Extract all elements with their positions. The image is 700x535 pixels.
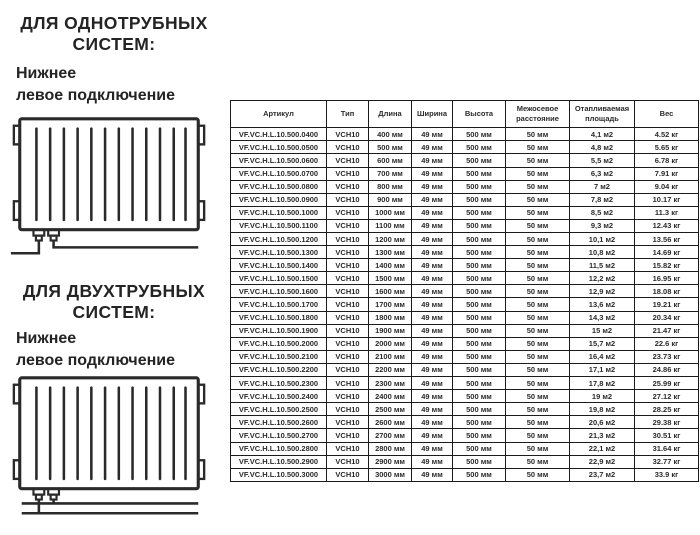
table-cell: 22,1 м2 — [570, 442, 635, 455]
table-cell: 23.73 кг — [635, 350, 699, 363]
table-cell: 500 мм — [453, 285, 506, 298]
table-cell: 1300 мм — [369, 246, 412, 259]
table-cell: 49 мм — [412, 390, 453, 403]
table-cell: 10,1 м2 — [570, 233, 635, 246]
table-cell: VCH10 — [327, 246, 369, 259]
table-cell: VF.VC.H.L.10.500.0600 — [231, 154, 327, 167]
table-cell: 500 мм — [453, 377, 506, 390]
table-cell: 22,9 м2 — [570, 455, 635, 468]
table-cell: 19.21 кг — [635, 298, 699, 311]
table-cell: 2100 мм — [369, 350, 412, 363]
table-cell: VCH10 — [327, 363, 369, 376]
table-row — [231, 259, 699, 272]
table-cell: 50 мм — [506, 390, 570, 403]
table-cell: 18.08 кг — [635, 285, 699, 298]
table-cell: 23,7 м2 — [570, 468, 635, 481]
table-row — [231, 193, 699, 206]
table-cell: 500 мм — [453, 298, 506, 311]
table-cell: 2400 мм — [369, 390, 412, 403]
subtitle-line1: Нижнее — [16, 330, 77, 347]
subtitle-line2: левое подключение — [16, 351, 175, 369]
table-cell: VF.VC.H.L.10.500.1000 — [231, 206, 327, 219]
table-cell: 11.3 кг — [635, 206, 699, 219]
table-cell: 49 мм — [412, 416, 453, 429]
table-cell: VCH10 — [327, 468, 369, 481]
table-cell: VCH10 — [327, 154, 369, 167]
table-cell: 49 мм — [412, 403, 453, 416]
table-cell: 30.51 кг — [635, 429, 699, 442]
table-cell: VCH10 — [327, 442, 369, 455]
table-cell: 14,3 м2 — [570, 311, 635, 324]
table-cell: 50 мм — [506, 350, 570, 363]
table-cell: 500 мм — [453, 141, 506, 154]
table-cell: 49 мм — [412, 206, 453, 219]
table-cell: 500 мм — [453, 455, 506, 468]
table-cell: 9.04 кг — [635, 180, 699, 193]
table-cell: VCH10 — [327, 219, 369, 232]
table-cell: 500 мм — [453, 246, 506, 259]
table-cell: 25.99 кг — [635, 377, 699, 390]
table-cell: 50 мм — [506, 180, 570, 193]
table-cell: 49 мм — [412, 180, 453, 193]
table-cell: 500 мм — [453, 403, 506, 416]
table-cell: 5.65 кг — [635, 141, 699, 154]
table-cell: 500 мм — [453, 272, 506, 285]
table-cell: 50 мм — [506, 272, 570, 285]
table-row — [231, 246, 699, 259]
table-cell: VCH10 — [327, 206, 369, 219]
table-cell: 50 мм — [506, 363, 570, 376]
table-row — [231, 324, 699, 337]
table-cell: 1200 мм — [369, 233, 412, 246]
table-row — [231, 180, 699, 193]
section-title-line2: СИСТЕМ: — [72, 302, 156, 323]
table-cell: VCH10 — [327, 311, 369, 324]
table-cell: 4,8 м2 — [570, 141, 635, 154]
section-title-line1: ДЛЯ ОДНОТРУБНЫХ — [20, 13, 208, 33]
subtitle-line1: Нижнее — [16, 65, 77, 82]
table-cell: 500 мм — [453, 416, 506, 429]
table-cell: 50 мм — [506, 442, 570, 455]
table-cell: 31.64 кг — [635, 442, 699, 455]
table-cell: VF.VC.H.L.10.500.2000 — [231, 337, 327, 350]
table-cell: 500 мм — [453, 390, 506, 403]
table-cell: VF.VC.H.L.10.500.1300 — [231, 246, 327, 259]
table-cell: 16.95 кг — [635, 272, 699, 285]
table-cell: 29.38 кг — [635, 416, 699, 429]
table-cell: 8,5 м2 — [570, 206, 635, 219]
table-cell: 500 мм — [453, 259, 506, 272]
table-cell: VCH10 — [327, 193, 369, 206]
table-cell: 50 мм — [506, 219, 570, 232]
table-cell: 500 мм — [453, 233, 506, 246]
table-cell: 49 мм — [412, 468, 453, 481]
table-cell: 49 мм — [412, 154, 453, 167]
section-title-line1: ДЛЯ ДВУХТРУБНЫХ — [22, 281, 206, 301]
table-cell: 1400 мм — [369, 259, 412, 272]
table-cell: 500 мм — [453, 311, 506, 324]
table-cell: 1500 мм — [369, 272, 412, 285]
table-cell: 12.43 кг — [635, 219, 699, 232]
table-row — [231, 272, 699, 285]
table-cell: 49 мм — [412, 259, 453, 272]
table-row — [231, 167, 699, 180]
spec-table-body — [231, 128, 699, 482]
table-cell: 50 мм — [506, 259, 570, 272]
table-cell: VF.VC.H.L.10.500.1700 — [231, 298, 327, 311]
table-cell: 14.69 кг — [635, 246, 699, 259]
table-cell: 49 мм — [412, 350, 453, 363]
table-row — [231, 390, 699, 403]
table-row — [231, 455, 699, 468]
table-cell: VCH10 — [327, 233, 369, 246]
table-cell: 49 мм — [412, 337, 453, 350]
table-row — [231, 363, 699, 376]
table-cell: 19 м2 — [570, 390, 635, 403]
column-header: Артикул — [231, 101, 327, 128]
table-cell: VCH10 — [327, 298, 369, 311]
table-cell: 5,5 м2 — [570, 154, 635, 167]
table-cell: VF.VC.H.L.10.500.0500 — [231, 141, 327, 154]
table-cell: VF.VC.H.L.10.500.2400 — [231, 390, 327, 403]
table-cell: 10.17 кг — [635, 193, 699, 206]
column-header: Межосевое расстояние — [506, 101, 570, 128]
table-cell: 3000 мм — [369, 468, 412, 481]
table-cell: 50 мм — [506, 233, 570, 246]
connection-subtitle-two-pipe — [16, 328, 226, 371]
table-cell: 49 мм — [412, 285, 453, 298]
table-cell: VF.VC.H.L.10.500.0900 — [231, 193, 327, 206]
table-cell: 16,4 м2 — [570, 350, 635, 363]
table-cell: 50 мм — [506, 337, 570, 350]
table-cell: 49 мм — [412, 219, 453, 232]
table-cell: VF.VC.H.L.10.500.2700 — [231, 429, 327, 442]
table-cell: VCH10 — [327, 416, 369, 429]
table-cell: 1800 мм — [369, 311, 412, 324]
table-cell: VF.VC.H.L.10.500.2200 — [231, 363, 327, 376]
section-title-single-pipe — [0, 13, 228, 56]
table-cell: 2500 мм — [369, 403, 412, 416]
table-cell: VCH10 — [327, 390, 369, 403]
table-row — [231, 377, 699, 390]
table-cell: 500 мм — [369, 141, 412, 154]
table-row — [231, 219, 699, 232]
table-cell: 49 мм — [412, 141, 453, 154]
table-cell: 2900 мм — [369, 455, 412, 468]
table-cell: 49 мм — [412, 233, 453, 246]
table-cell: 49 мм — [412, 363, 453, 376]
table-cell: 17,1 м2 — [570, 363, 635, 376]
table-cell: VCH10 — [327, 455, 369, 468]
table-row — [231, 141, 699, 154]
table-cell: 400 мм — [369, 128, 412, 141]
table-cell: 28.25 кг — [635, 403, 699, 416]
table-cell: 21,3 м2 — [570, 429, 635, 442]
table-cell: 600 мм — [369, 154, 412, 167]
table-row — [231, 403, 699, 416]
table-cell: 4,1 м2 — [570, 128, 635, 141]
table-cell: 27.12 кг — [635, 390, 699, 403]
table-cell: VF.VC.H.L.10.500.0800 — [231, 180, 327, 193]
table-cell: 1900 мм — [369, 324, 412, 337]
table-cell: VCH10 — [327, 403, 369, 416]
column-header: Тип — [327, 101, 369, 128]
table-cell: VF.VC.H.L.10.500.1200 — [231, 233, 327, 246]
table-cell: VCH10 — [327, 259, 369, 272]
table-cell: 49 мм — [412, 455, 453, 468]
table-cell: 49 мм — [412, 311, 453, 324]
table-cell: 21.47 кг — [635, 324, 699, 337]
table-cell: VF.VC.H.L.10.500.2300 — [231, 377, 327, 390]
table-cell: 12,9 м2 — [570, 285, 635, 298]
table-cell: VF.VC.H.L.10.500.1900 — [231, 324, 327, 337]
table-cell: 6.78 кг — [635, 154, 699, 167]
section-title-two-pipe — [0, 281, 228, 324]
table-cell: 50 мм — [506, 298, 570, 311]
table-cell: VF.VC.H.L.10.500.1800 — [231, 311, 327, 324]
table-row — [231, 468, 699, 481]
table-cell: 2200 мм — [369, 363, 412, 376]
table-cell: VF.VC.H.L.10.500.2900 — [231, 455, 327, 468]
table-row — [231, 206, 699, 219]
table-cell: 50 мм — [506, 141, 570, 154]
table-row — [231, 337, 699, 350]
column-header: Отапливаемая площадь — [570, 101, 635, 128]
table-cell: VCH10 — [327, 180, 369, 193]
table-cell: 2300 мм — [369, 377, 412, 390]
table-cell: 1000 мм — [369, 206, 412, 219]
table-cell: 19,8 м2 — [570, 403, 635, 416]
table-row — [231, 350, 699, 363]
table-row — [231, 416, 699, 429]
table-cell: 15 м2 — [570, 324, 635, 337]
table-cell: 50 мм — [506, 285, 570, 298]
table-cell: 500 мм — [453, 193, 506, 206]
table-row — [231, 154, 699, 167]
table-cell: 1100 мм — [369, 219, 412, 232]
radiator-diagram-two-pipe — [6, 371, 212, 520]
table-cell: VF.VC.H.L.10.500.2600 — [231, 416, 327, 429]
section-title-line2: СИСТЕМ: — [72, 34, 156, 55]
table-cell: 50 мм — [506, 193, 570, 206]
table-cell: VCH10 — [327, 141, 369, 154]
table-cell: VF.VC.H.L.10.500.0700 — [231, 167, 327, 180]
table-cell: 500 мм — [453, 324, 506, 337]
table-cell: 9,3 м2 — [570, 219, 635, 232]
radiator-single-pipe-drawing — [6, 112, 212, 261]
radiator-diagram-single-pipe — [6, 112, 212, 261]
table-cell: VCH10 — [327, 350, 369, 363]
table-cell: 10,8 м2 — [570, 246, 635, 259]
table-cell: VF.VC.H.L.10.500.2800 — [231, 442, 327, 455]
table-cell: 49 мм — [412, 167, 453, 180]
table-row — [231, 285, 699, 298]
table-cell: 49 мм — [412, 128, 453, 141]
table-cell: 50 мм — [506, 167, 570, 180]
table-cell: 49 мм — [412, 442, 453, 455]
table-cell: VCH10 — [327, 429, 369, 442]
column-header: Ширина — [412, 101, 453, 128]
table-cell: 33.9 кг — [635, 468, 699, 481]
table-cell: 24.86 кг — [635, 363, 699, 376]
table-cell: 20.34 кг — [635, 311, 699, 324]
table-cell: 50 мм — [506, 154, 570, 167]
table-cell: VF.VC.H.L.10.500.1400 — [231, 259, 327, 272]
table-cell: 50 мм — [506, 311, 570, 324]
table-cell: 500 мм — [453, 167, 506, 180]
table-cell: VF.VC.H.L.10.500.1100 — [231, 219, 327, 232]
table-cell: 2000 мм — [369, 337, 412, 350]
table-cell: 50 мм — [506, 416, 570, 429]
table-row — [231, 442, 699, 455]
table-cell: 22.6 кг — [635, 337, 699, 350]
spec-table — [230, 100, 699, 482]
table-cell: 500 мм — [453, 337, 506, 350]
table-cell: 900 мм — [369, 193, 412, 206]
table-cell: 500 мм — [453, 442, 506, 455]
table-cell: 500 мм — [453, 468, 506, 481]
table-cell: VF.VC.H.L.10.500.2100 — [231, 350, 327, 363]
table-cell: 13,6 м2 — [570, 298, 635, 311]
table-cell: 49 мм — [412, 272, 453, 285]
table-cell: 50 мм — [506, 455, 570, 468]
table-row — [231, 429, 699, 442]
table-cell: 1600 мм — [369, 285, 412, 298]
table-cell: VF.VC.H.L.10.500.1600 — [231, 285, 327, 298]
table-cell: 800 мм — [369, 180, 412, 193]
table-cell: 2600 мм — [369, 416, 412, 429]
table-cell: 49 мм — [412, 377, 453, 390]
table-cell: 500 мм — [453, 206, 506, 219]
table-cell: 50 мм — [506, 246, 570, 259]
table-cell: VCH10 — [327, 377, 369, 390]
table-cell: 49 мм — [412, 429, 453, 442]
table-row — [231, 233, 699, 246]
table-cell: 2800 мм — [369, 442, 412, 455]
table-cell: 500 мм — [453, 128, 506, 141]
subtitle-line2: левое подключение — [16, 86, 175, 104]
radiator-two-pipe-drawing — [6, 371, 212, 520]
table-cell: VCH10 — [327, 337, 369, 350]
table-cell: 4.52 кг — [635, 128, 699, 141]
table-cell: VCH10 — [327, 272, 369, 285]
table-cell: 32.77 кг — [635, 455, 699, 468]
table-cell: 7 м2 — [570, 180, 635, 193]
table-cell: 49 мм — [412, 324, 453, 337]
table-cell: 50 мм — [506, 468, 570, 481]
table-cell: 500 мм — [453, 219, 506, 232]
column-header: Длина — [369, 101, 412, 128]
table-cell: 50 мм — [506, 377, 570, 390]
table-cell: 11,5 м2 — [570, 259, 635, 272]
table-cell: 50 мм — [506, 324, 570, 337]
connection-subtitle-single-pipe — [16, 63, 226, 106]
table-cell: VCH10 — [327, 128, 369, 141]
table-cell: 7,8 м2 — [570, 193, 635, 206]
table-cell: 1700 мм — [369, 298, 412, 311]
table-cell: 7.91 кг — [635, 167, 699, 180]
column-header: Высота — [453, 101, 506, 128]
table-cell: 500 мм — [453, 429, 506, 442]
table-cell: 50 мм — [506, 206, 570, 219]
table-cell: VCH10 — [327, 285, 369, 298]
table-cell: 49 мм — [412, 298, 453, 311]
table-cell: 17,8 м2 — [570, 377, 635, 390]
table-cell: 20,6 м2 — [570, 416, 635, 429]
table-cell: 49 мм — [412, 246, 453, 259]
table-row — [231, 128, 699, 141]
table-cell: 500 мм — [453, 180, 506, 193]
table-cell: VF.VC.H.L.10.500.3000 — [231, 468, 327, 481]
table-cell: VF.VC.H.L.10.500.0400 — [231, 128, 327, 141]
table-row — [231, 311, 699, 324]
table-cell: 500 мм — [453, 154, 506, 167]
table-cell: VF.VC.H.L.10.500.1500 — [231, 272, 327, 285]
table-cell: 500 мм — [453, 350, 506, 363]
table-cell: 13.56 кг — [635, 233, 699, 246]
table-cell: 15.82 кг — [635, 259, 699, 272]
table-cell: 2700 мм — [369, 429, 412, 442]
spec-table-header-row — [231, 101, 699, 128]
table-cell: 500 мм — [453, 363, 506, 376]
table-row — [231, 298, 699, 311]
column-header: Вес — [635, 101, 699, 128]
table-cell: 50 мм — [506, 128, 570, 141]
table-cell: 49 мм — [412, 193, 453, 206]
table-cell: VCH10 — [327, 324, 369, 337]
table-cell: 50 мм — [506, 429, 570, 442]
table-cell: 12,2 м2 — [570, 272, 635, 285]
table-cell: 700 мм — [369, 167, 412, 180]
table-cell: 50 мм — [506, 403, 570, 416]
table-cell: 15,7 м2 — [570, 337, 635, 350]
table-cell: VF.VC.H.L.10.500.2500 — [231, 403, 327, 416]
table-cell: 6,3 м2 — [570, 167, 635, 180]
table-cell: VCH10 — [327, 167, 369, 180]
